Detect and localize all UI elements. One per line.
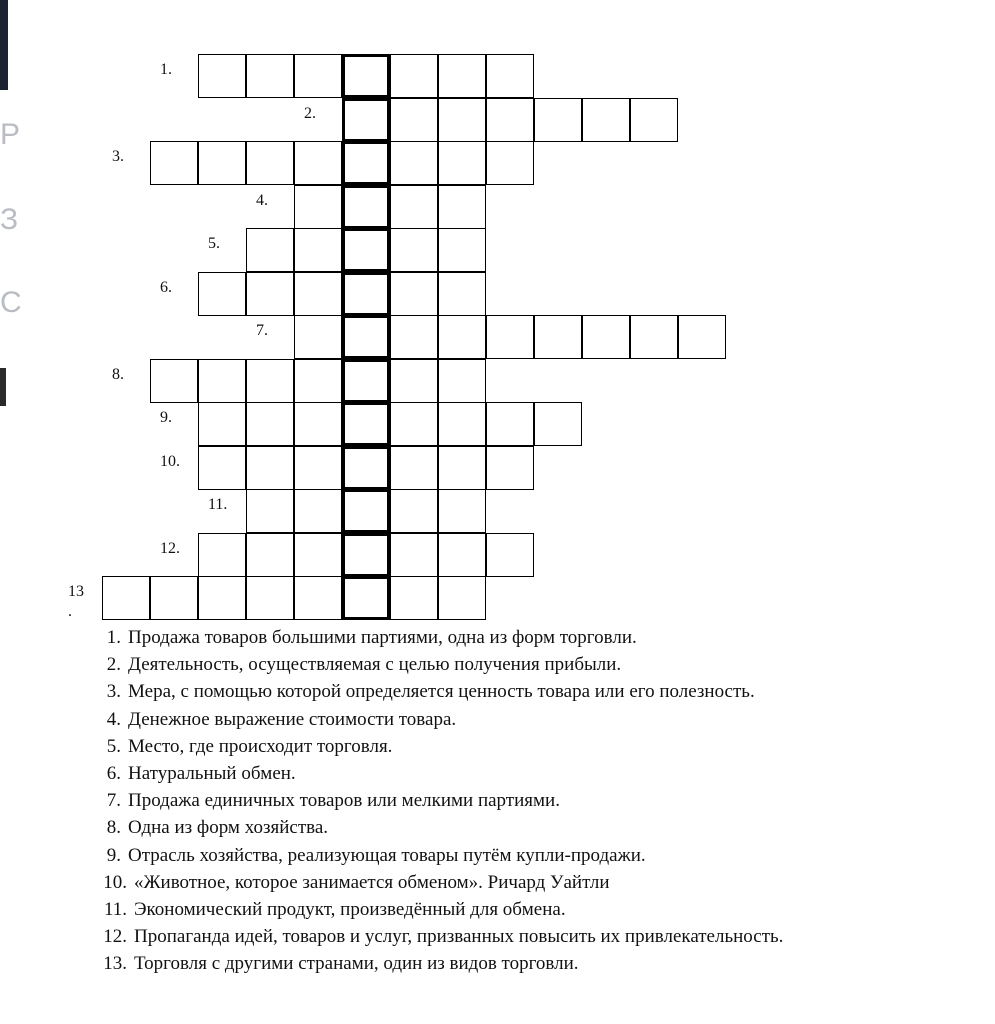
crossword-cell[interactable] (246, 141, 294, 185)
crossword-cell[interactable] (294, 533, 342, 577)
row-number-label: 5. (208, 235, 220, 252)
clue-text: Деятельность, осуществляемая с целью получения прибыли. (128, 654, 622, 676)
crossword-cell[interactable] (390, 489, 438, 533)
clue-text: Торговля с другими странами, один из видов торговли. (134, 953, 579, 975)
crossword-cell[interactable] (486, 54, 534, 98)
crossword-cell[interactable] (438, 54, 486, 98)
crossword-cell[interactable] (438, 359, 486, 403)
crossword-cell[interactable] (150, 576, 198, 620)
crossword-cell[interactable] (390, 141, 438, 185)
clue-item (84, 896, 984, 923)
crossword-cell[interactable] (294, 228, 342, 272)
clue-number: 2. (106, 654, 121, 676)
clue-text: Экономический продукт, произведённый для обмена. (134, 898, 566, 920)
crossword-cell[interactable] (630, 98, 678, 142)
crossword-cell[interactable] (198, 272, 246, 316)
crossword-cell[interactable] (198, 359, 246, 403)
crossword-cell[interactable] (438, 576, 486, 620)
crossword-cell[interactable] (198, 576, 246, 620)
crossword-cell[interactable] (198, 402, 246, 446)
clue-item (84, 733, 984, 760)
clue-text: Отрасль хозяйства, реализующая товары путём купли-продажи. (128, 844, 646, 866)
crossword-cell[interactable] (582, 315, 630, 359)
clue-text: Одна из форм хозяйства. (128, 817, 329, 839)
crossword-cell[interactable] (630, 315, 678, 359)
crossword-cell[interactable] (102, 576, 150, 620)
crossword-cell[interactable] (246, 402, 294, 446)
crossword-cell[interactable] (438, 446, 486, 490)
crossword-cell[interactable] (246, 576, 294, 620)
clue-text: Пропаганда идей, товаров и услуг, призванных повысить их привлекательность. (134, 926, 784, 948)
crossword-cell[interactable] (438, 533, 486, 577)
crossword-keyword-cell[interactable] (342, 489, 390, 533)
crossword-cell[interactable] (438, 272, 486, 316)
crossword-cell[interactable] (390, 446, 438, 490)
crossword-cell[interactable] (246, 489, 294, 533)
crossword-cell[interactable] (246, 272, 294, 316)
crossword-cell[interactable] (678, 315, 726, 359)
crossword-cell[interactable] (294, 402, 342, 446)
crossword-keyword-cell[interactable] (342, 141, 390, 185)
clue-item (84, 678, 984, 705)
row-number-label: 2. (304, 104, 316, 122)
clue-number: 8. (106, 817, 121, 839)
crossword-cell[interactable] (438, 402, 486, 446)
clue-item (84, 624, 984, 651)
row-number-label-tail: . (68, 603, 72, 620)
crossword-cell[interactable] (198, 54, 246, 98)
clue-number: 1. (106, 627, 121, 648)
crossword-cell[interactable] (390, 185, 438, 229)
crossword-cell[interactable] (150, 359, 198, 403)
row-number-label: 4. (256, 191, 268, 209)
clue-item (84, 923, 984, 950)
crossword-cell[interactable] (534, 98, 582, 142)
crossword-keyword-cell[interactable] (342, 272, 390, 316)
crossword-cell[interactable] (438, 98, 486, 142)
crossword-cell[interactable] (438, 185, 486, 229)
crossword-keyword-cell[interactable] (342, 359, 390, 403)
crossword-keyword-cell[interactable] (342, 98, 390, 142)
crossword-cell[interactable] (294, 576, 342, 620)
row-number-label: 9. (160, 409, 172, 426)
crossword-cell[interactable] (534, 402, 582, 446)
clue-number: 11. (103, 898, 127, 920)
row-number-label: 3. (112, 148, 124, 165)
crossword-cell[interactable] (390, 54, 438, 98)
crossword-cell[interactable] (294, 272, 342, 316)
crossword-cell[interactable] (438, 141, 486, 185)
crossword-cell[interactable] (390, 272, 438, 316)
clue-item (84, 760, 984, 787)
row-number-label: 8. (112, 365, 124, 383)
crossword-keyword-cell[interactable] (342, 54, 390, 98)
clue-number: 10. (103, 871, 127, 893)
clue-text: Денежное выражение стоимости товара. (128, 708, 457, 730)
row-number-label: 1. (160, 61, 172, 78)
crossword-cell[interactable] (486, 446, 534, 490)
crossword-cell[interactable] (486, 141, 534, 185)
crossword-cell[interactable] (438, 228, 486, 272)
crossword-cell[interactable] (294, 185, 342, 229)
clue-number: 9. (106, 844, 121, 866)
crossword-keyword-cell[interactable] (342, 533, 390, 577)
clue-item (84, 950, 984, 977)
crossword-cell[interactable] (294, 359, 342, 403)
crossword-cell[interactable] (294, 315, 342, 359)
crossword-cell[interactable] (294, 446, 342, 490)
row-number-label: 10. (160, 452, 180, 470)
crossword-keyword-cell[interactable] (342, 576, 390, 620)
clue-text: Мера, с помощью которой определяется ценность товара или его полезность. (128, 681, 755, 703)
crossword-keyword-cell[interactable] (342, 315, 390, 359)
crossword-cell[interactable] (486, 402, 534, 446)
background-glyph-fragment: З (0, 203, 19, 236)
row-number-label: 12. (160, 539, 180, 557)
crossword-cell[interactable] (438, 489, 486, 533)
clue-number: 3. (106, 681, 121, 703)
crossword-cell[interactable] (246, 54, 294, 98)
clue-text: Продажа товаров большими партиями, одна из форм торговли. (128, 627, 637, 648)
clue-item (84, 706, 984, 733)
crossword-cell[interactable] (246, 228, 294, 272)
clue-number: 6. (106, 762, 121, 784)
crossword-keyword-cell[interactable] (342, 185, 390, 229)
clue-number: 4. (106, 708, 121, 730)
crossword-cell[interactable] (198, 141, 246, 185)
crossword-cell[interactable] (390, 228, 438, 272)
crossword-cell[interactable] (246, 446, 294, 490)
crossword-cell[interactable] (150, 141, 198, 185)
crossword-cell[interactable] (246, 533, 294, 577)
clue-item (84, 787, 984, 814)
row-number-label: 7. (256, 322, 268, 339)
row-number-label: 11. (208, 496, 228, 513)
row-number-label: 13 (68, 583, 84, 600)
clue-item (84, 842, 984, 869)
clue-text: Натуральный обмен. (128, 762, 296, 784)
crossword-cell[interactable] (390, 533, 438, 577)
crossword-cell[interactable] (294, 54, 342, 98)
crossword-keyword-cell[interactable] (342, 446, 390, 490)
crossword-cell[interactable] (486, 98, 534, 142)
crossword-cell[interactable] (486, 533, 534, 577)
row-number-label: 6. (160, 278, 172, 296)
crossword-cell[interactable] (534, 315, 582, 359)
crossword-cell[interactable] (486, 315, 534, 359)
clue-item (84, 869, 984, 896)
crossword-cell[interactable] (294, 489, 342, 533)
crossword-keyword-cell[interactable] (342, 402, 390, 446)
clue-list (84, 624, 984, 977)
clue-text: Продажа единичных товаров или мелкими партиями. (128, 790, 560, 812)
clue-number: 13. (103, 953, 127, 975)
clue-text: Место, где происходит торговля. (128, 735, 393, 757)
clue-item (84, 651, 984, 678)
crossword-cell[interactable] (198, 446, 246, 490)
clue-number: 7. (106, 790, 121, 812)
crossword-cell[interactable] (390, 359, 438, 403)
background-glyph-fragment: С (0, 286, 22, 319)
clue-item (84, 814, 984, 841)
crossword-cell[interactable] (390, 315, 438, 359)
crossword-cell[interactable] (582, 98, 630, 142)
clue-number: 5. (106, 735, 121, 757)
crossword-cell[interactable] (390, 402, 438, 446)
crossword-keyword-cell[interactable] (342, 228, 390, 272)
crossword-cell[interactable] (390, 576, 438, 620)
clue-number: 12. (103, 926, 127, 948)
crossword-cell[interactable] (438, 315, 486, 359)
crossword-cell[interactable] (198, 533, 246, 577)
clue-text: «Животное, которое занимается обменом». Ричард Уайтли (134, 871, 610, 893)
crossword-cell[interactable] (390, 98, 438, 142)
crossword-cell[interactable] (246, 359, 294, 403)
crossword-cell[interactable] (294, 141, 342, 185)
background-glyph-fragment: Р (0, 118, 21, 151)
